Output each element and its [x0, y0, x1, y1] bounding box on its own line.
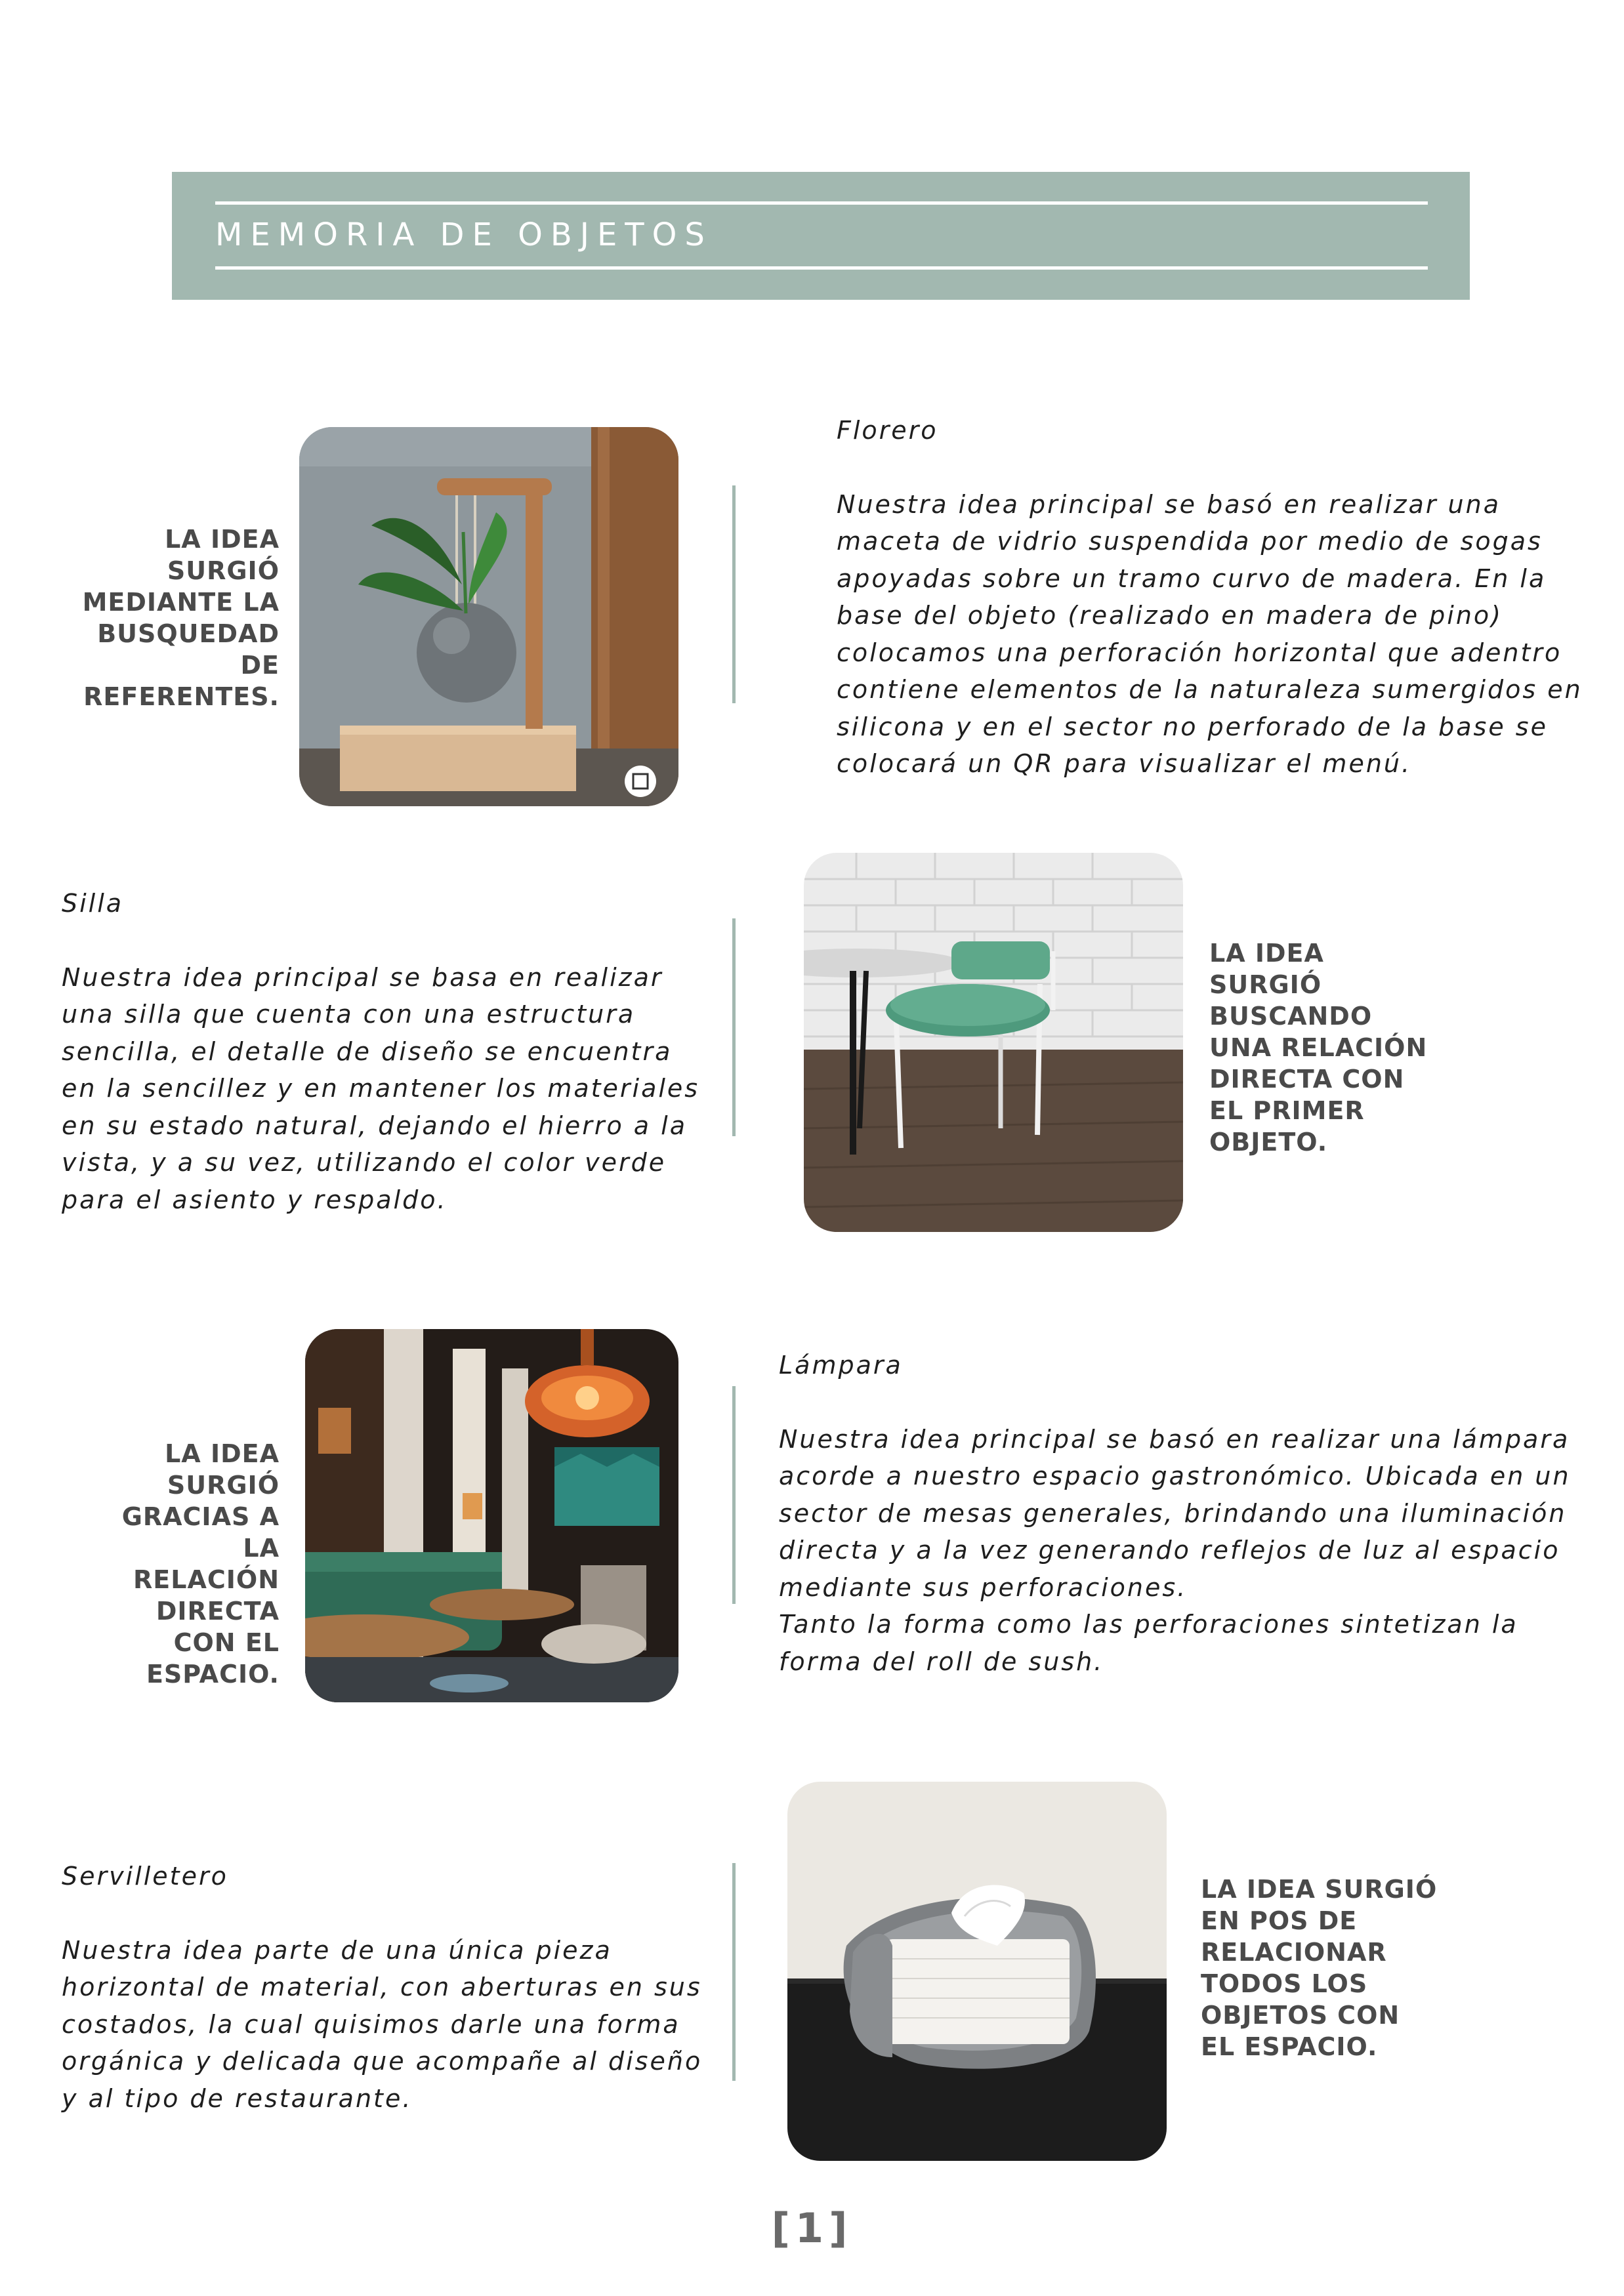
servilletero-description: [62, 1858, 731, 2117]
servilletero-text: Nuestra idea parte de una única pieza horizontal de material, con aberturas en sus costados, la cual quisimos darle una forma orgánica y delicada que acompañe al diseño y al tipo de restaurante.: [62, 1935, 703, 2113]
florero-idea-note: LA IDEA SURGIÓ MEDIANTE LA BUSQUEDAD DE REFERENTES.: [82, 525, 280, 711]
lampara-divider: [732, 1386, 736, 1604]
servilletero-divider: [732, 1863, 736, 2081]
lampara-idea-note: LA IDEA SURGIÓ GRACIAS A LA RELACIÓN DIRECTA CON EL ESPACIO.: [121, 1439, 280, 1689]
lampara-image: [305, 1329, 678, 1702]
lampara-text: Nuestra idea principal se basó en realizar una lámpara acorde a nuestro espacio gastronómico. Ubicada en un sector de mesas generales, brindando una iluminación directa y a la vez generando reflejos de luz al espacio mediante sus perforaciones. Tanto la forma como las perforaciones sintetizan la forma del roll de sush.: [779, 1424, 1571, 1676]
florero-divider: [732, 485, 736, 703]
silla-image: [804, 853, 1183, 1232]
florero-text: Nuestra idea principal se basó en realizar una maceta de vidrio suspendida por medio de sogas apoyadas sobre un tramo curvo de madera. En la base del objeto (realizado en madera de pino) colocamos una perforación horizontal que adentro contiene elementos de la naturaleza sumergidos en silicona y en el sector no perforado de la base se colocará un QR para visualizar el menú.: [837, 489, 1583, 778]
page-number: [1]: [771, 2204, 853, 2252]
servilletero-idea-note: LA IDEA SURGIÓ EN POS DE RELACIONAR TODOS LOS OBJETOS CON EL ESPACIO.: [1201, 1875, 1438, 2061]
florero-image: [299, 427, 678, 806]
header-rule-top: [215, 201, 1428, 205]
silla-title: Silla: [62, 889, 124, 918]
lampara-title: Lámpara: [779, 1351, 903, 1380]
silla-description: [62, 885, 731, 1218]
lampara-description: [779, 1347, 1606, 1680]
servilletero-image: [787, 1782, 1167, 2161]
silla-idea-note: LA IDEA SURGIÓ BUSCANDO UNA RELACIÓN DIRECTA CON EL PRIMER OBJETO.: [1209, 939, 1428, 1157]
silla-text: Nuestra idea principal se basa en realizar una silla que cuenta con una estructura sencilla, el detalle de diseño se encuentra en la sencillez y en mantener los materiales en su estado natural, dejando el hierro a la vista, y a su vez, utilizando el color verde para el asiento y respaldo.: [62, 962, 700, 1214]
page-title: MEMORIA DE OBJETOS: [215, 216, 713, 253]
silla-divider: [732, 918, 736, 1136]
servilletero-title: Servilletero: [62, 1862, 228, 1891]
header-rule-bottom: [215, 266, 1428, 270]
header-band: [172, 172, 1470, 300]
florero-title: Florero: [837, 416, 938, 445]
florero-description: [837, 412, 1598, 783]
